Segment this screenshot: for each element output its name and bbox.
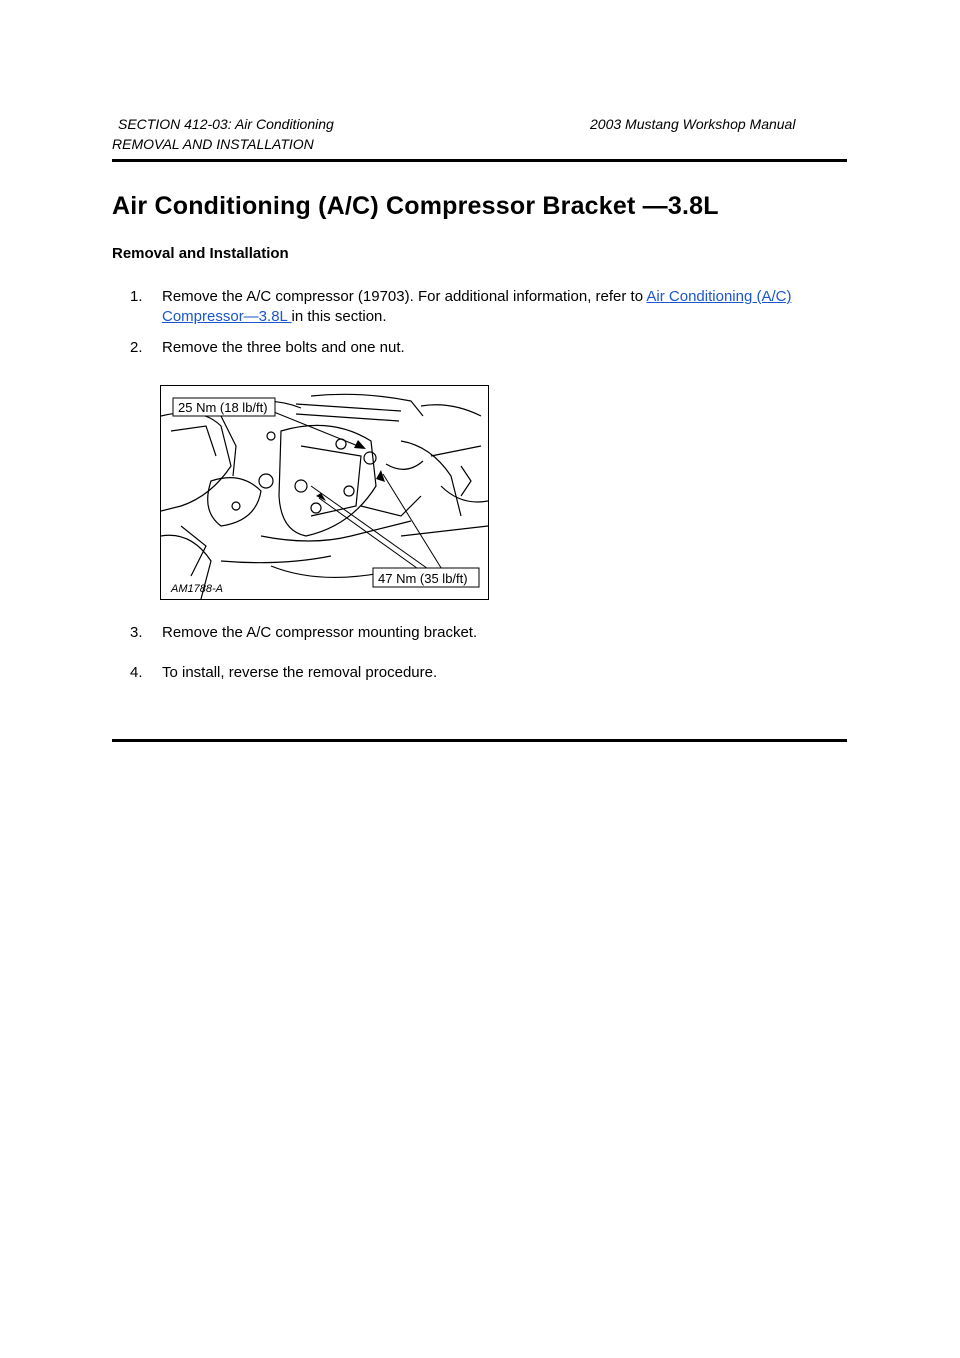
compressor-link[interactable]: Air Conditioning (A/C) Compressor—3.8L	[162, 288, 792, 325]
bottom-rule	[112, 739, 847, 742]
figure-id: AM1788-A	[171, 583, 223, 595]
header-subsection: REMOVAL AND INSTALLATION	[112, 136, 314, 152]
callout-bottom-label: 47 Nm (35 lb/ft)	[378, 571, 468, 586]
step-text: Remove the A/C compressor mounting bracket.	[162, 624, 478, 641]
step-text: Remove the three bolts and one nut.	[162, 339, 405, 356]
figure-am1788	[160, 385, 489, 600]
subheading: Removal and Installation	[112, 245, 289, 262]
page-title: Air Conditioning (A/C) Compressor Bracket —3.8L	[112, 192, 719, 220]
step-text	[162, 287, 852, 327]
step-number: 1.	[130, 288, 143, 305]
step-number: 2.	[130, 339, 143, 356]
top-rule	[112, 159, 847, 162]
step-number: 3.	[130, 624, 143, 641]
callout-top-label: 25 Nm (18 lb/ft)	[178, 400, 268, 415]
step-text-after: in this section.	[291, 308, 387, 325]
step-text: To install, reverse the removal procedure.	[162, 664, 438, 681]
step-number: 4.	[130, 664, 143, 681]
engine-illustration	[161, 386, 488, 599]
header-manual-title: 2003 Mustang Workshop Manual	[590, 116, 796, 132]
step-text-before: Remove the A/C compressor (19703). For additional information, refer to	[162, 288, 647, 305]
header-section: SECTION 412-03: Air Conditioning	[118, 116, 334, 132]
